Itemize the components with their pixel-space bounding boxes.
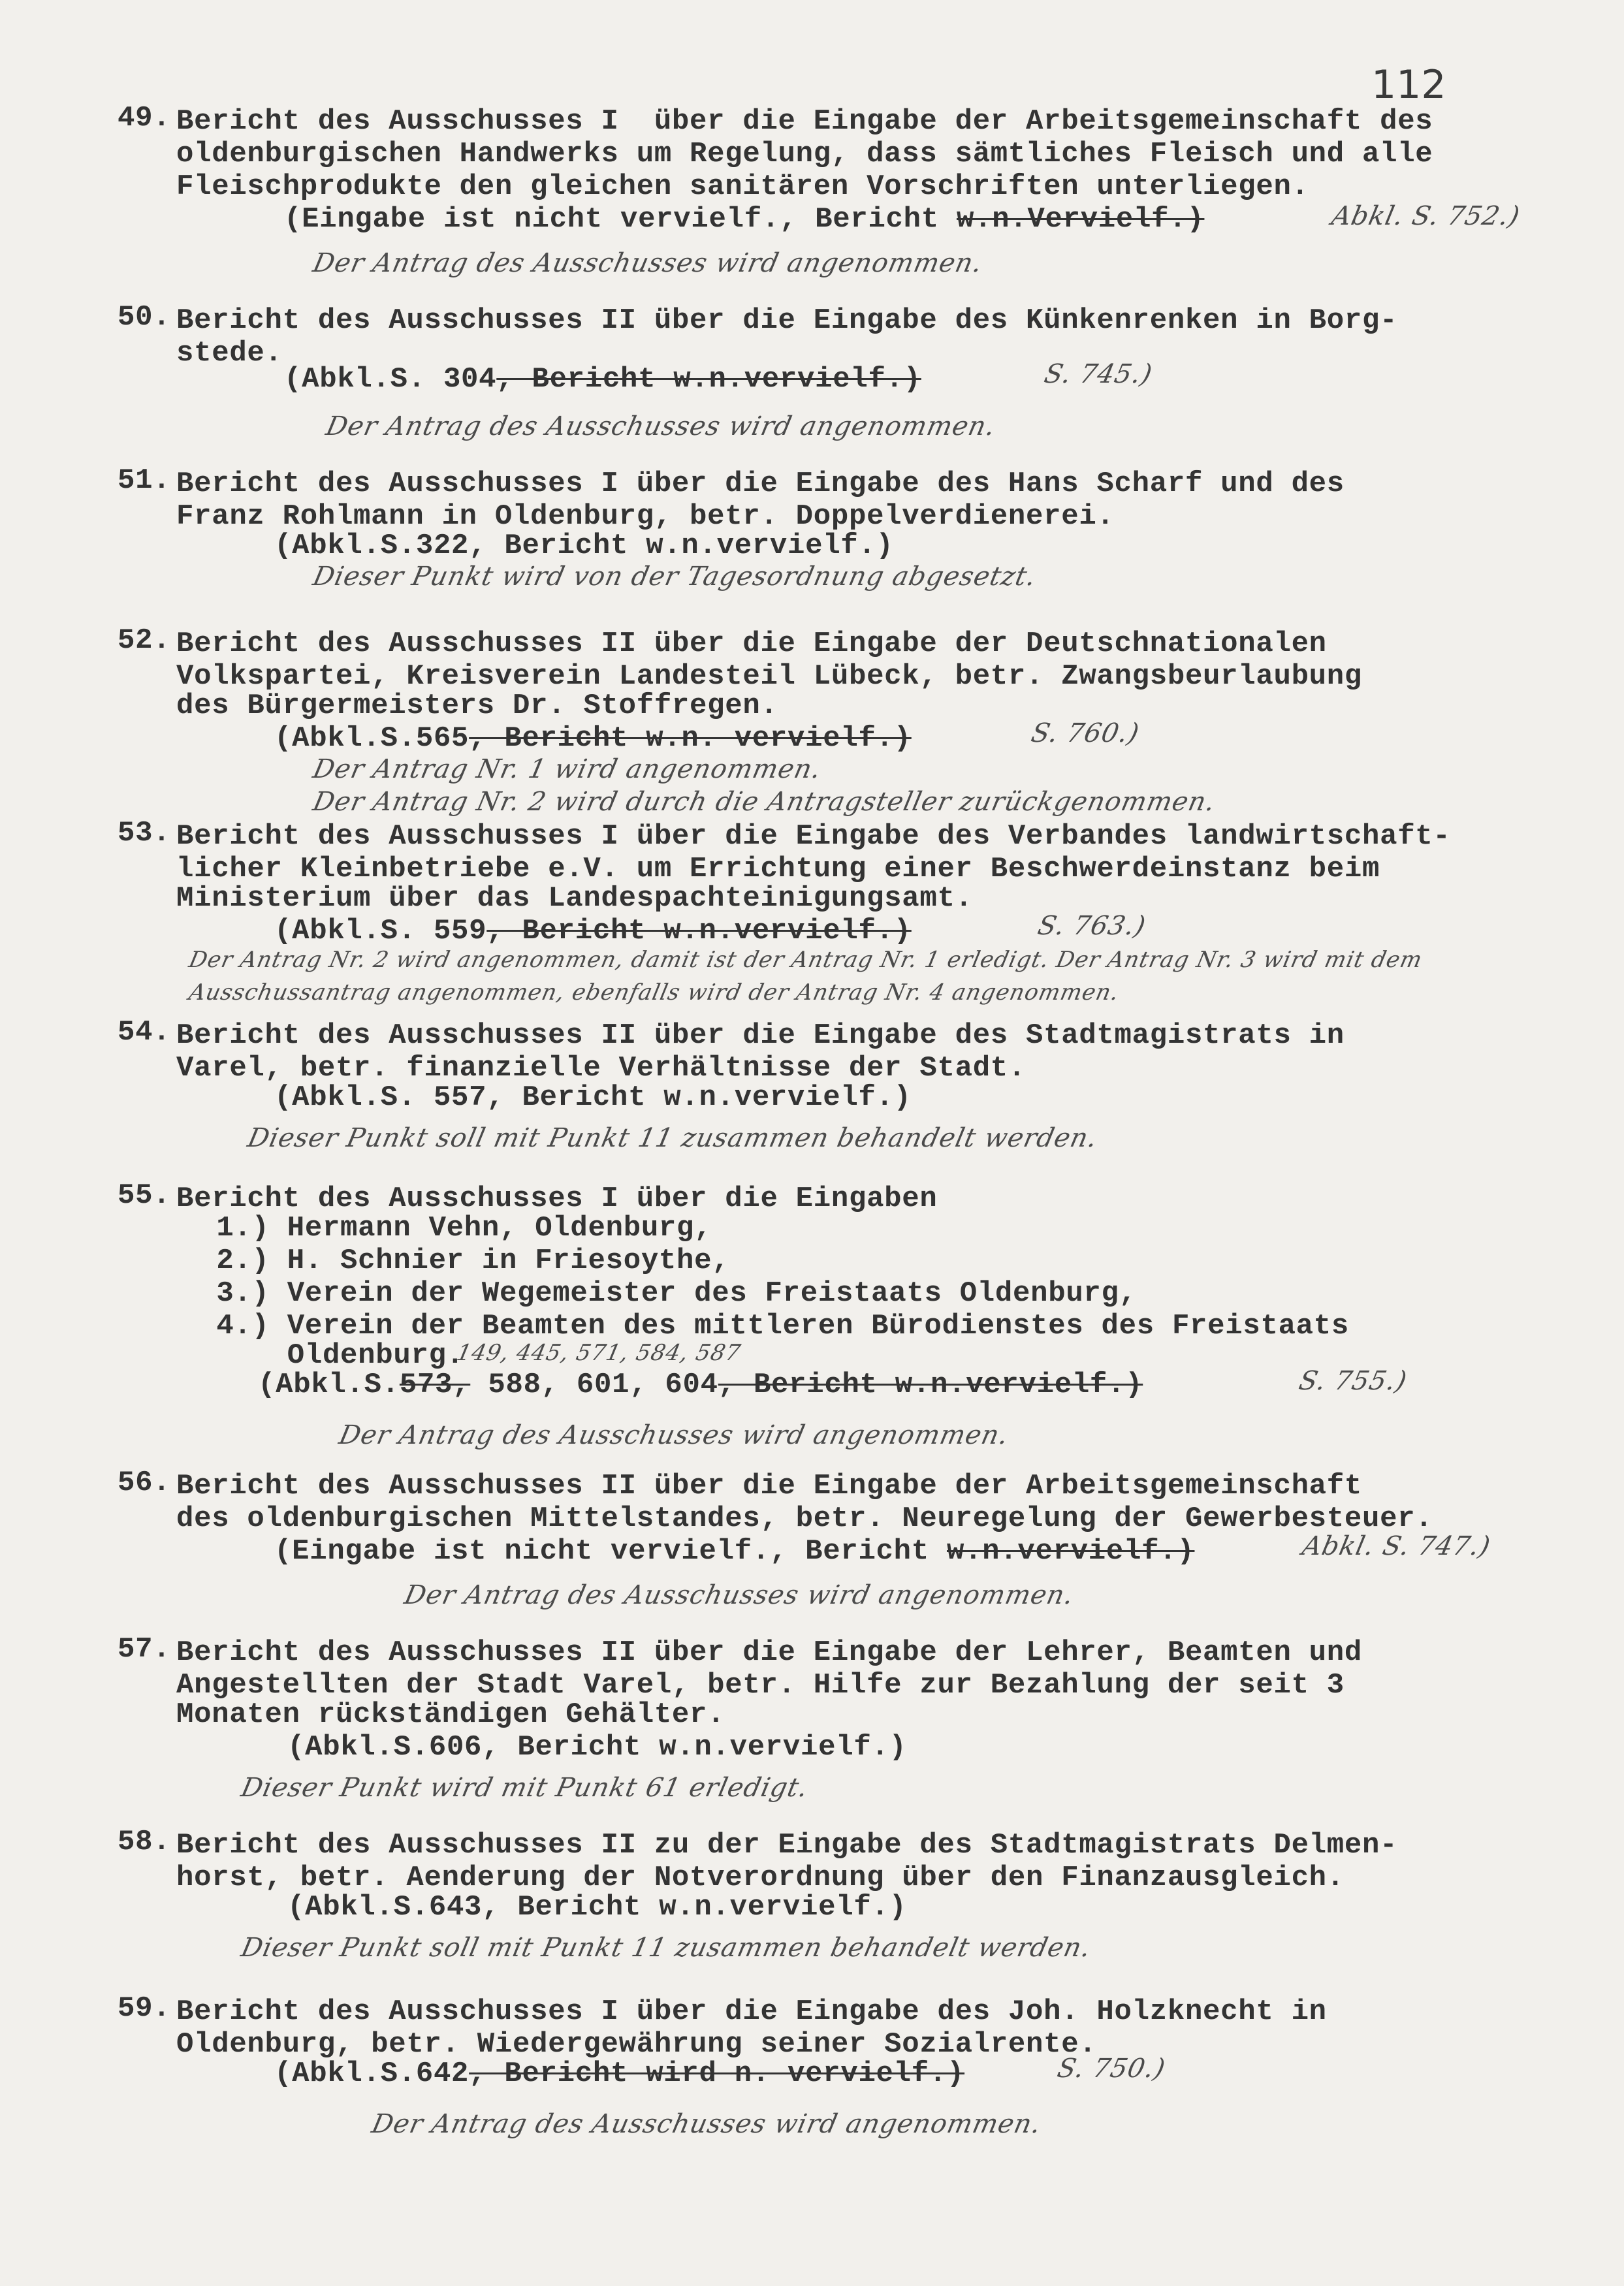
item-text-line: Bericht des Ausschusses II über die Eingabe der Arbeitsgemeinschaft — [176, 1470, 1362, 1502]
item-text-line: Bericht des Ausschusses I über die Eingabe der Arbeitsgemeinschaft des — [176, 105, 1433, 138]
item-reference: (Abkl.S. 557, Bericht w.n.vervielf.) — [274, 1081, 912, 1114]
item-reference — [274, 2057, 964, 2091]
item-number: 52. — [118, 624, 171, 657]
item-text-line: Bericht des Ausschusses II zu der Eingabe des Stadtmagistrats Delmen- — [176, 1829, 1398, 1862]
item-text-line: Oldenburg, betr. Wiedergewährung seiner Sozialrente. — [176, 2028, 1097, 2061]
struck-reference: , Bericht w.n.vervielf.) — [496, 363, 921, 396]
handwritten-note: Der Antrag des Ausschusses wird angenommen. — [402, 1580, 1077, 1610]
item-text-line: oldenburgischen Handwerks um Regelung, dass sämtliches Fleisch und alle — [176, 138, 1433, 170]
handwritten-note: Dieser Punkt soll mit Punkt 11 zusammen behandelt werden. — [245, 1123, 1100, 1153]
handwritten-reference: S. 745.) — [1042, 359, 1155, 389]
reference-text: (Abkl.S.642 — [274, 2057, 470, 2090]
item-text-line: Oldenburg. — [163, 1339, 464, 1372]
item-text-line: Volkspartei, Kreisverein Landesteil Lübeck, betr. Zwangsbeurlaubung — [176, 660, 1362, 693]
handwritten-note: Dieser Punkt wird von der Tagesordnung abgesetzt. — [310, 562, 1040, 592]
handwritten-reference: S. 760.) — [1028, 718, 1142, 748]
item-number: 51. — [118, 464, 171, 497]
item-reference — [284, 202, 1204, 236]
item-text-line: stede. — [176, 337, 283, 370]
item-text-line: horst, betr. Aenderung der Notverordnung über den Finanzausgleich. — [176, 1862, 1345, 1894]
item-reference: (Abkl.S.606, Bericht w.n.vervielf.) — [287, 1731, 907, 1764]
handwritten-note: Der Antrag Nr. 2 wird angenommen, damit ist der Antrag Nr. 1 erledigt. Der Antrag Nr. 3 wird mit dem — [186, 947, 1425, 973]
handwritten-insertion: 149, 445, 571, 584, 587 — [454, 1340, 744, 1366]
handwritten-reference: Abkl. S. 747.) — [1299, 1531, 1493, 1561]
reference-text: (Abkl.S. 559 — [274, 915, 487, 947]
handwritten-reference: Abkl. S. 752.) — [1329, 201, 1523, 231]
handwritten-note: Der Antrag des Ausschusses wird angenommen. — [310, 248, 985, 278]
item-number: 58. — [118, 1826, 171, 1858]
struck-reference: , Bericht w.n.vervielf.) — [486, 915, 912, 947]
handwritten-note: Der Antrag Nr. 1 wird angenommen. — [310, 754, 825, 784]
item-text-line: des oldenburgischen Mittelstandes, betr. Neuregelung der Gewerbesteuer. — [176, 1502, 1433, 1535]
item-reference — [274, 1534, 1194, 1568]
item-text-line: Bericht des Ausschusses I über die Eingabe des Joh. Holzknecht in — [176, 1995, 1327, 2028]
handwritten-note: Dieser Punkt soll mit Punkt 11 zusammen behandelt werden. — [238, 1933, 1094, 1963]
item-number: 57. — [118, 1633, 171, 1666]
item-number: 59. — [118, 1992, 171, 2025]
struck-reference: , Bericht w.n. vervielf.) — [469, 722, 912, 755]
handwritten-reference: S. 755.) — [1296, 1366, 1410, 1396]
item-number: 53. — [118, 817, 171, 849]
item-text-line: Angestellten der Stadt Varel, betr. Hilfe zur Bezahlung der seit 3 — [176, 1669, 1345, 1702]
reference-text: (Abkl.S. — [258, 1369, 400, 1401]
item-text-line: 4.) Verein der Beamten des mittleren Bürodienstes des Freistaats — [163, 1310, 1349, 1342]
item-reference — [274, 914, 912, 948]
item-text-line: Varel, betr. finanzielle Verhältnisse der Stadt. — [176, 1052, 1027, 1085]
item-number: 56. — [118, 1467, 171, 1499]
reference-text: (Abkl.S. 304 — [284, 363, 497, 396]
reference-text: (Eingabe ist nicht vervielf., Bericht — [274, 1535, 947, 1568]
struck-reference: w.n.vervielf.) — [946, 1535, 1195, 1568]
item-number: 50. — [118, 301, 171, 334]
struck-reference: , Bericht w.n.vervielf.) — [718, 1369, 1143, 1401]
struck-reference: , Bericht wird n. vervielf.) — [469, 2057, 965, 2090]
item-text-line: des Bürgermeisters Dr. Stoffregen. — [176, 690, 778, 722]
item-number: 55. — [118, 1179, 171, 1212]
item-reference — [284, 362, 921, 396]
handwritten-note: Der Antrag des Ausschusses wird angenommen. — [336, 1420, 1011, 1450]
item-text-line: 3.) Verein der Wegemeister des Freistaats Oldenburg, — [163, 1277, 1137, 1310]
struck-reference: w.n.Vervielf.) — [956, 203, 1205, 236]
item-text-line: Ministerium über das Landespachteinigungsamt. — [176, 882, 973, 915]
handwritten-note: Der Antrag des Ausschusses wird angenommen. — [369, 2109, 1044, 2139]
reference-text: 588, 601, 604 — [470, 1369, 718, 1401]
handwritten-note: Ausschussantrag angenommen, ebenfalls wird der Antrag Nr. 4 angenommen. — [186, 979, 1122, 1006]
item-text-line: licher Kleinbetriebe e.V. um Errichtung einer Beschwerdeinstanz beim — [176, 853, 1380, 885]
item-text-line: Monaten rückständigen Gehälter. — [176, 1698, 725, 1731]
item-text-line: Bericht des Ausschusses II über die Eingabe der Deutschnationalen — [176, 627, 1327, 660]
item-number: 54. — [118, 1016, 171, 1049]
item-reference: (Abkl.S.643, Bericht w.n.vervielf.) — [287, 1891, 907, 1924]
handwritten-note: Dieser Punkt wird mit Punkt 61 erledigt. — [238, 1773, 812, 1803]
item-text-line: Bericht des Ausschusses I über die Eingabe des Hans Scharf und des — [176, 468, 1345, 500]
struck-reference: 573, — [399, 1369, 471, 1401]
item-text-line: 2.) H. Schnier in Friesoythe, — [163, 1245, 730, 1277]
handwritten-note: Der Antrag Nr. 2 wird durch die Antragsteller zurückgenommen. — [310, 787, 1218, 817]
item-text-line: Bericht des Ausschusses II über die Eingabe des Künkenrenken in Borg- — [176, 304, 1398, 337]
reference-text: (Abkl.S.565 — [274, 722, 470, 755]
item-text-line: Bericht des Ausschusses I über die Eingabe des Verbandes landwirtschaft- — [176, 820, 1451, 853]
item-number: 49. — [118, 102, 171, 135]
item-text-line: Bericht des Ausschusses II über die Eingabe der Lehrer, Beamten und — [176, 1636, 1362, 1669]
handwritten-reference: S. 750.) — [1055, 2054, 1168, 2084]
item-text-line: Franz Rohlmann in Oldenburg, betr. Doppelverdienerei. — [176, 500, 1115, 533]
page-number: 112 — [1371, 62, 1446, 108]
handwritten-note: Der Antrag des Ausschusses wird angenommen. — [323, 411, 998, 441]
handwritten-reference: S. 763.) — [1035, 911, 1149, 941]
item-reference — [274, 722, 912, 755]
reference-text: (Eingabe ist nicht vervielf., Bericht — [284, 203, 957, 236]
item-text-line: Bericht des Ausschusses I über die Eingaben — [176, 1183, 938, 1215]
item-text-line: Fleischprodukte den gleichen sanitären Vorschriften unterliegen. — [176, 170, 1309, 203]
item-text-line: Bericht des Ausschusses II über die Eingabe des Stadtmagistrats in — [176, 1019, 1345, 1052]
item-reference: (Abkl.S.322, Bericht w.n.vervielf.) — [274, 530, 894, 562]
item-reference — [258, 1368, 1143, 1402]
item-text-line: 1.) Hermann Vehn, Oldenburg, — [163, 1212, 712, 1245]
